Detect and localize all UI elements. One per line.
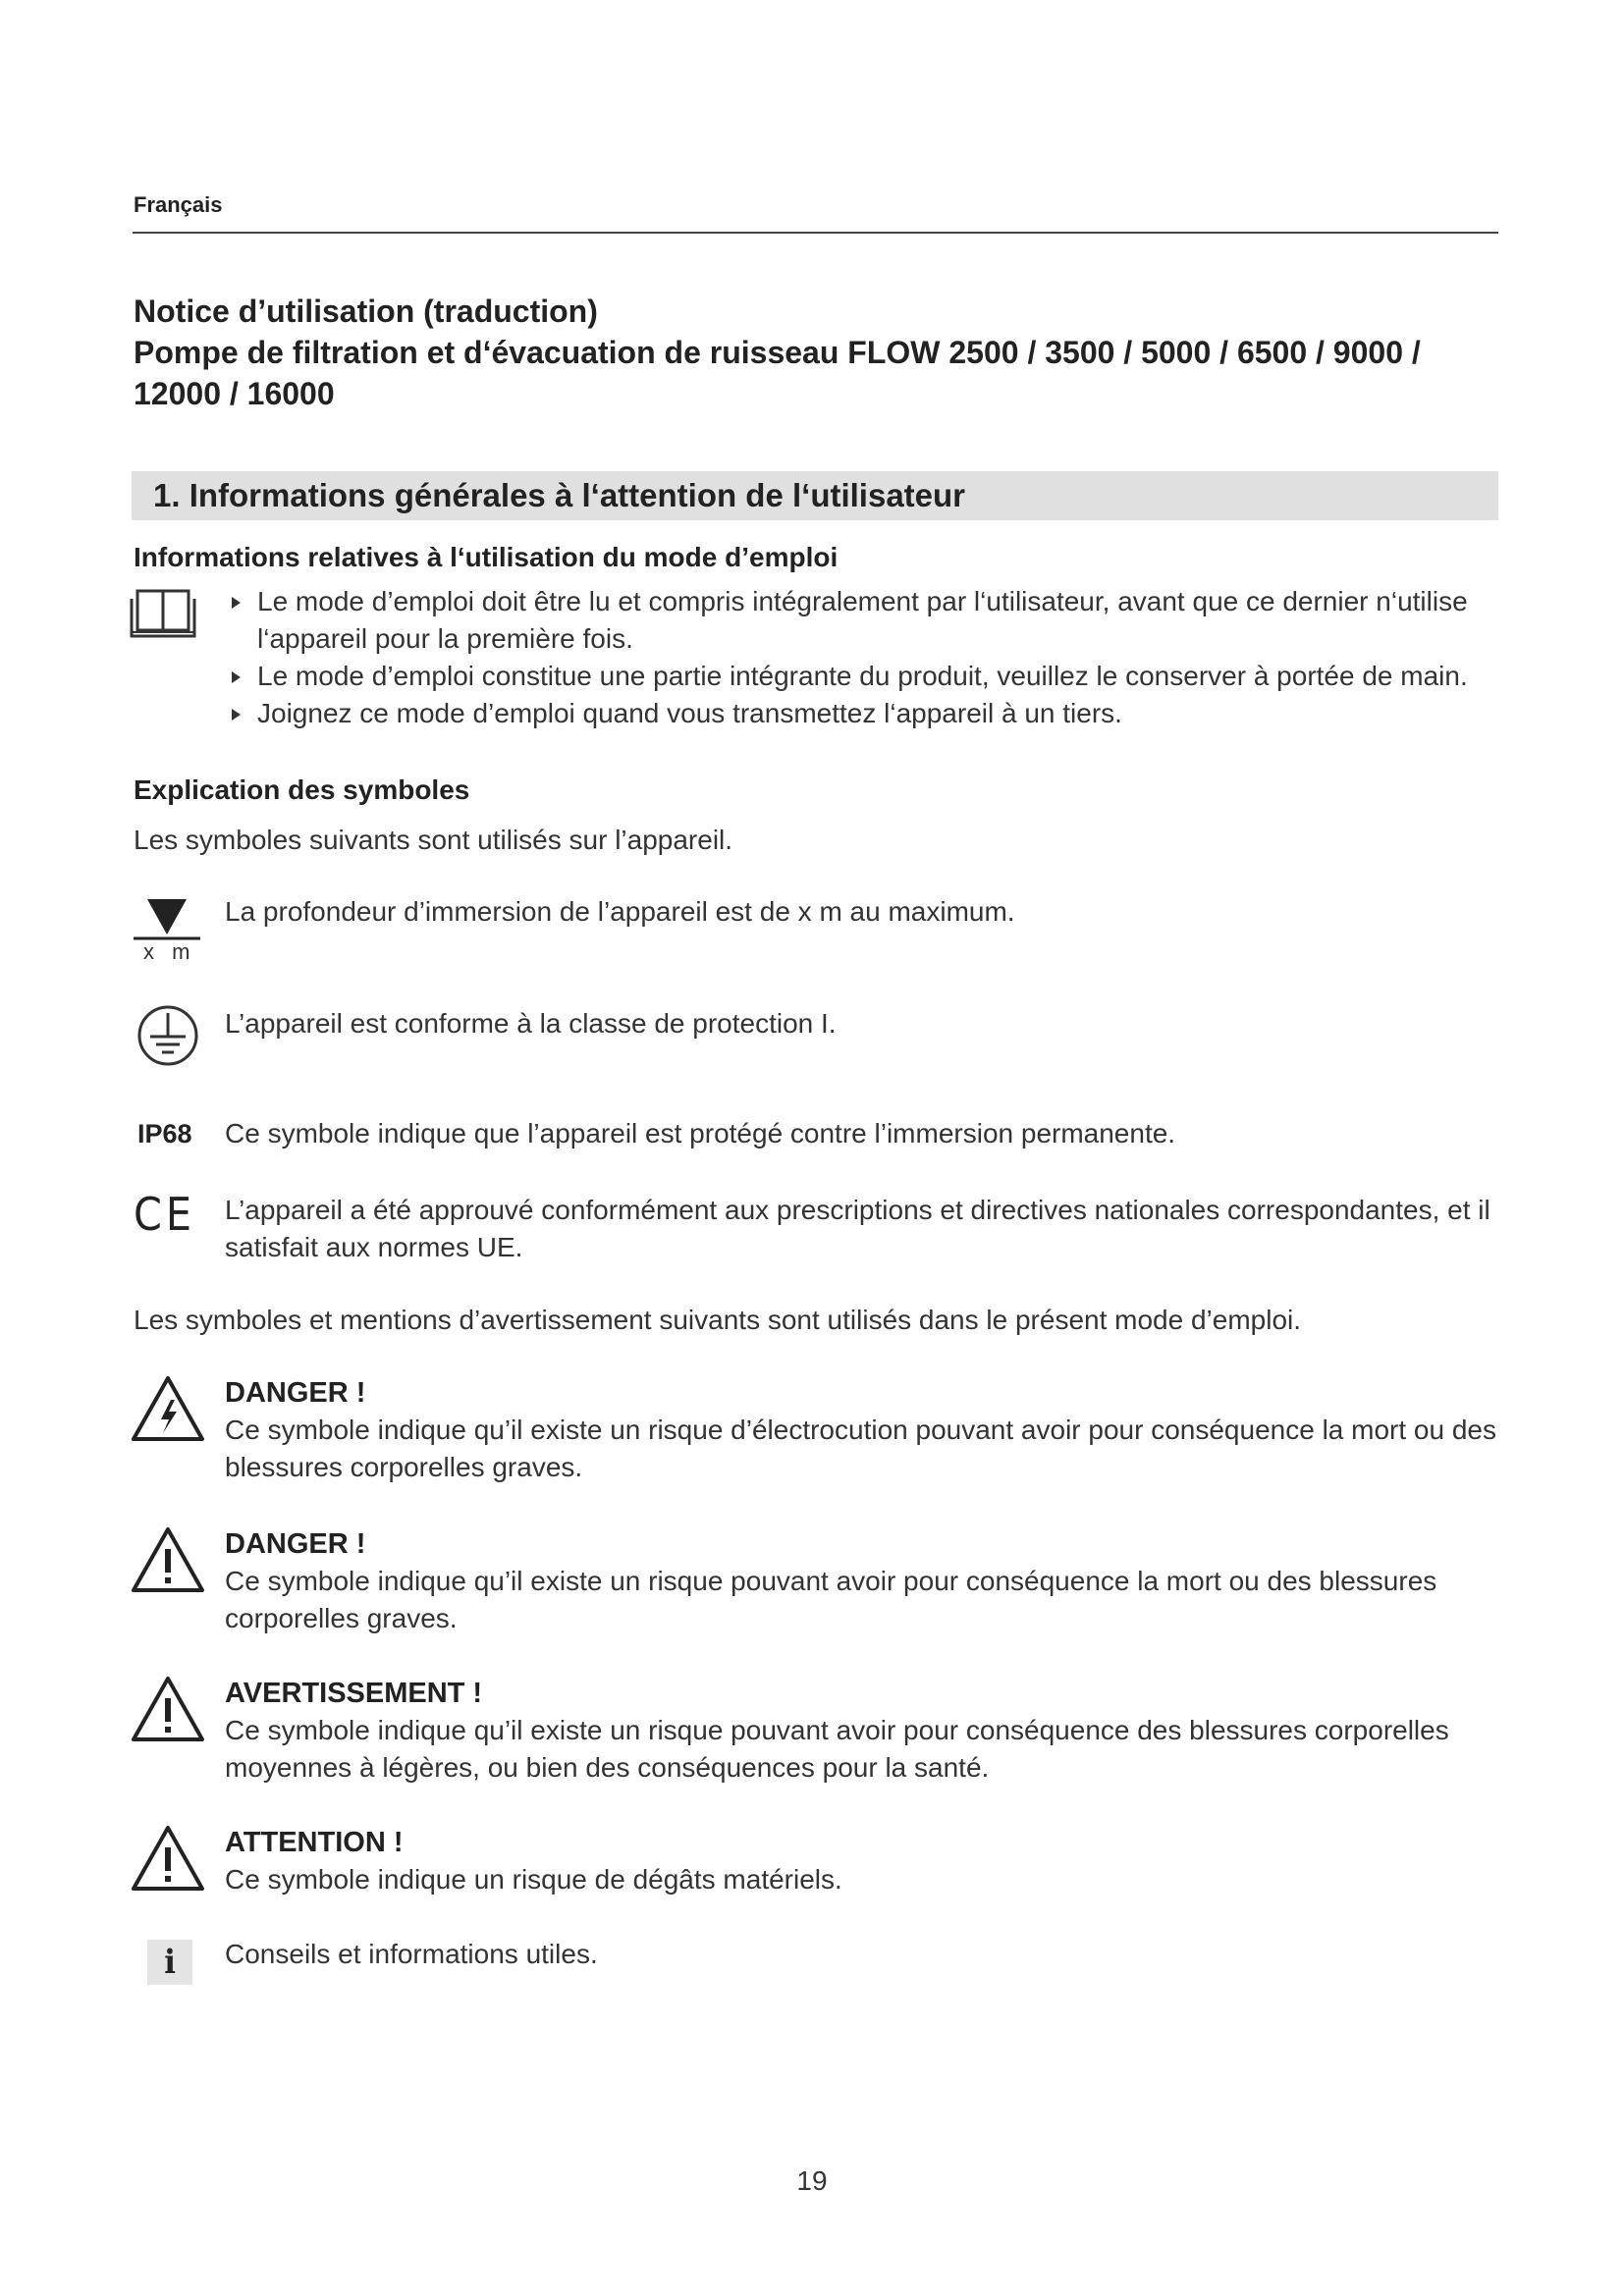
warning-title: ATTENTION ! — [225, 1827, 404, 1858]
ground-icon — [135, 1003, 200, 1068]
book-icon — [130, 587, 196, 640]
list-item: Joignez ce mode d’emploi quand vous transmettez l‘appareil à un tiers. — [228, 695, 1504, 732]
page-number: 19 — [796, 2165, 828, 2196]
warning-text: Ce symbole indique qu’il existe un risque pouvant avoir pour conséquence des blessures corporelles moyennes à légères, ou bien des conséquences pour la santé. — [225, 1715, 1449, 1783]
header-rule — [133, 232, 1498, 234]
ip68-label: IP68 — [137, 1119, 192, 1148]
ground-text: L’appareil est conforme à la classe de protection I. — [225, 1008, 837, 1039]
ce-text: L’appareil a été approuvé conformément aux prescriptions et directives nationales correspondantes, et il satisfait aux normes UE. — [225, 1195, 1490, 1262]
symbols-subheading: Explication des symboles — [134, 774, 470, 805]
warning-block — [225, 1675, 1501, 1787]
title-line-2: Pompe de filtration et d‘évacuation de ruisseau FLOW 2500 / 3500 / 5000 / 6500 / 9000 / — [134, 335, 1421, 370]
symbols-intro: Les symboles suivants sont utilisés sur l’appareil. — [134, 825, 733, 855]
title-line-1: Notice d’utilisation (traduction) — [134, 294, 598, 329]
warning-block — [225, 1824, 1501, 1898]
depth-label: x m — [143, 939, 196, 964]
depth-text: La profondeur d’immersion de l’appareil est de x m au maximum. — [225, 896, 1015, 927]
section-heading: 1. Informations générales à l‘attention de l‘utilisateur — [153, 477, 966, 513]
ip68-text: Ce symbole indique que l’appareil est protégé contre l’immersion permanente. — [225, 1118, 1176, 1148]
title-line-3: 12000 / 16000 — [134, 376, 335, 411]
usage-bullet-list — [228, 583, 1504, 732]
warning-text: Ce symbole indique qu’il existe un risque d’électrocution pouvant avoir pour conséquence la mort ou des blessures corporelles graves. — [225, 1415, 1496, 1482]
warning-title: DANGER ! — [225, 1377, 366, 1409]
warning-text: Ce symbole indique un risque de dégâts matériels. — [225, 1864, 842, 1895]
ce-mark-icon: CE — [134, 1188, 196, 1241]
electric-warning-icon — [130, 1374, 206, 1443]
warnings-intro: Les symboles et mentions d’avertissement suivants sont utilisés dans le présent mode d’emploi. — [134, 1305, 1302, 1335]
warning-block — [225, 1525, 1501, 1637]
list-item: Le mode d’emploi constitue une partie intégrante du produit, veuillez le conserver à portée de main. — [228, 658, 1504, 695]
warning-icon — [130, 1675, 206, 1743]
warning-icon — [130, 1525, 206, 1594]
info-icon: i — [147, 1940, 192, 1985]
info-text: Conseils et informations utiles. — [225, 1939, 598, 1969]
warning-block — [225, 1374, 1501, 1486]
section-heading-bar — [132, 471, 1498, 520]
warning-title: DANGER ! — [225, 1528, 366, 1560]
warning-text: Ce symbole indique qu’il existe un risque pouvant avoir pour conséquence la mort ou des blessures corporelles graves. — [225, 1566, 1437, 1633]
document-title — [134, 291, 1498, 414]
warning-icon — [130, 1824, 206, 1893]
list-item: Le mode d’emploi doit être lu et compris intégralement par l‘utilisateur, avant que ce dernier n‘utilise l‘appareil pour la première fois. — [228, 583, 1504, 658]
warning-title: AVERTISSEMENT ! — [225, 1678, 483, 1709]
usage-subheading: Informations relatives à l‘utilisation du mode d’emploi — [134, 542, 839, 572]
language-label: Français — [134, 192, 223, 217]
